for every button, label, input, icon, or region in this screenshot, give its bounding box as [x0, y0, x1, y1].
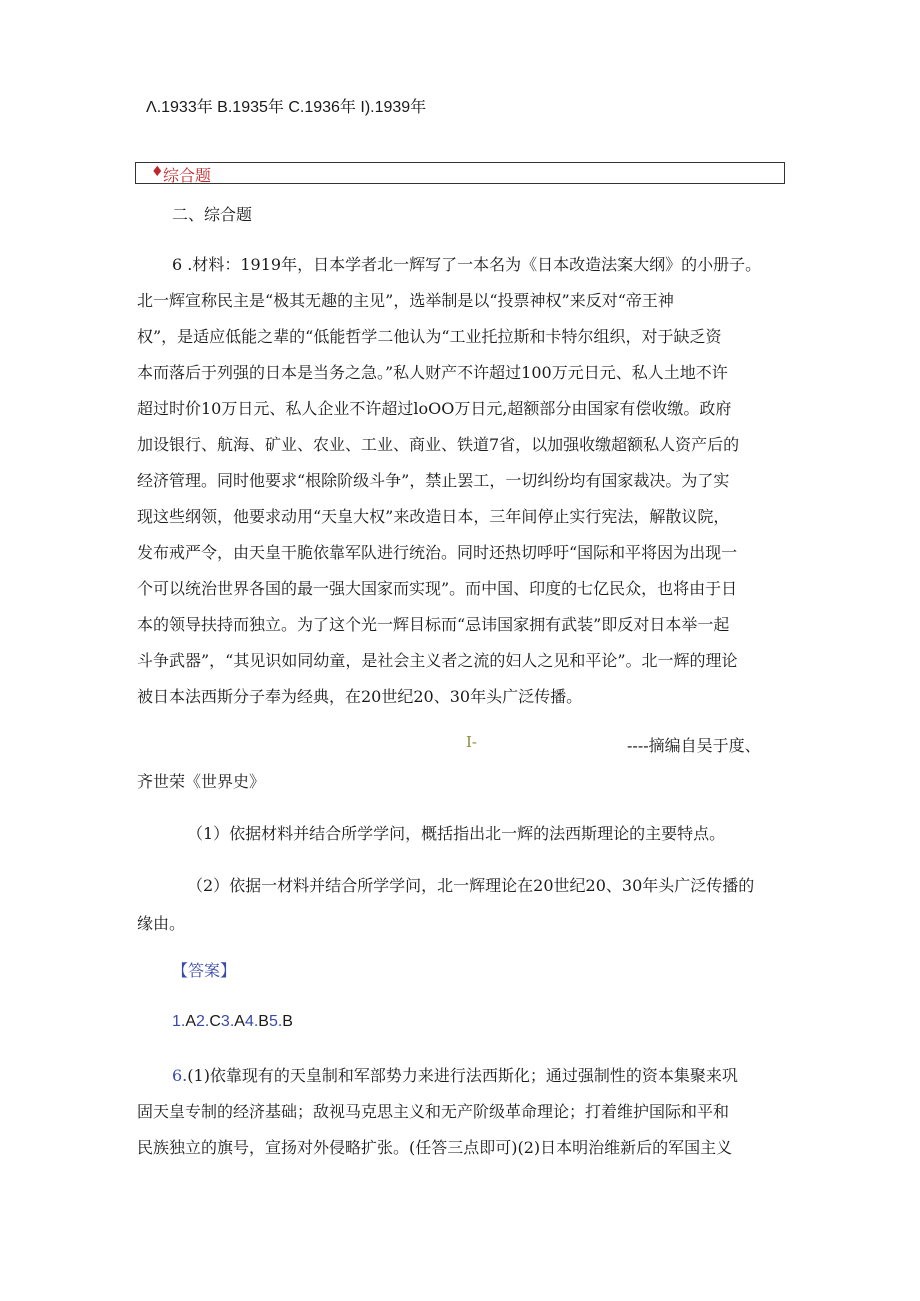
material-line: 超过时价10万日元、私人企业不许超过loOO万日元,超额部分由国家有偿收缴。政府: [137, 399, 732, 418]
section-heading: 二、综合题: [172, 205, 253, 224]
material-line: 本而落后于列强的日本是当务之急。”私人财产不许超过100万元日元、私人土地不许: [137, 363, 728, 382]
material-line: 斗争武器”，“其见识如同幼童，是社会主义者之流的妇人之见和平论”。北一辉的理论: [137, 651, 738, 670]
answer-6-text: (1)依靠现有的天皇制和军部势力来进行法西斯化；通过强制性的资本集聚来巩: [187, 1066, 738, 1085]
answer-choice: B: [282, 1013, 293, 1030]
answer-6-line: [172, 1063, 738, 1086]
material-line: 现这些纲领，他要求动用“天皇大权”来改造日本，三年间停止实行宪法，解散议院，: [137, 507, 730, 526]
answer-number: 4.: [244, 1013, 259, 1030]
material-line: 本的领导扶持而独立。为了这个光一辉目标而“忌讳国家拥有武装”即反对日本举一起: [137, 615, 730, 634]
material-line: 被日本法西斯分子奉为经典，在20世纪20、30年头广泛传播。: [137, 687, 583, 706]
question-2: （2）依据一材料并结合所学学问，北一辉理论在20世纪20、30年头广泛传播的: [187, 876, 755, 895]
source-attribution-line2: 齐世荣《世界史》: [137, 772, 266, 791]
answer-number: 5.: [268, 1013, 283, 1030]
answer-number: 2.: [196, 1013, 210, 1030]
answer-choice: C: [209, 1013, 221, 1030]
answer-number: 6.: [172, 1066, 188, 1085]
material-line: 经济管理。同时他要求“根除阶级斗争”，禁止罢工，一切纠纷均有国家裁决。为了实: [137, 471, 730, 490]
source-mark: I-: [466, 733, 477, 751]
source-attribution: ----摘编自吴于度、: [627, 736, 761, 755]
answer-choice: A: [185, 1013, 197, 1030]
answer-choice: A: [234, 1013, 245, 1030]
section-header-box: [135, 162, 785, 184]
answer-choice: B: [258, 1013, 269, 1030]
question-1: （1）依据材料并结合所学学问，概括指出北一辉的法西斯理论的主要特点。: [187, 824, 726, 843]
section-title: 综合题: [163, 166, 212, 185]
answer-number: 3.: [220, 1013, 235, 1030]
material-line: 北一辉宣称民主是“极其无趣的主见”，选举制是以“投票神权”来反对“帝王神: [137, 291, 674, 310]
answer-6-line: 民族独立的旗号，宣扬对外侵略扩张。(任答三点即可)(2)日本明治维新后的军国主义: [137, 1138, 733, 1157]
diamond-icon: ♦: [151, 164, 164, 180]
material-line: 发布戒严令，由天皇干脆依靠军队进行统治。同时还热切呼吁“国际和平将因为出现一: [137, 543, 738, 562]
multiple-choice-answers: [172, 1013, 293, 1031]
material-line: 权”，是适应低能之辈的“低能哲学二他认为“工业托拉斯和卡特尔组织，对于缺乏资: [137, 327, 722, 346]
material-line: 个可以统治世界各国的最一强大国家而实现”。而中国、印度的七亿民众，也将由于日: [137, 579, 738, 598]
material-line: 6 .材料：1919年，日本学者北一辉写了一本名为《日本改造法案大纲》的小册子。: [172, 255, 762, 274]
answer-number: 1.: [172, 1013, 186, 1030]
answer-6-line: 固天皇专制的经济基础；敌视马克思主义和无产阶级革命理论；打着维护国际和平和: [137, 1102, 730, 1121]
options-line: Λ.1933年 B.1935年 C.1936年 I).1939年: [146, 99, 427, 116]
question-2-cont: 缘由。: [137, 914, 186, 933]
answer-label: 【答案】: [172, 961, 237, 980]
material-line: 加设银行、航海、矿业、农业、工业、商业、铁道7省，以加强收缴超额私人资产后的: [137, 435, 740, 454]
